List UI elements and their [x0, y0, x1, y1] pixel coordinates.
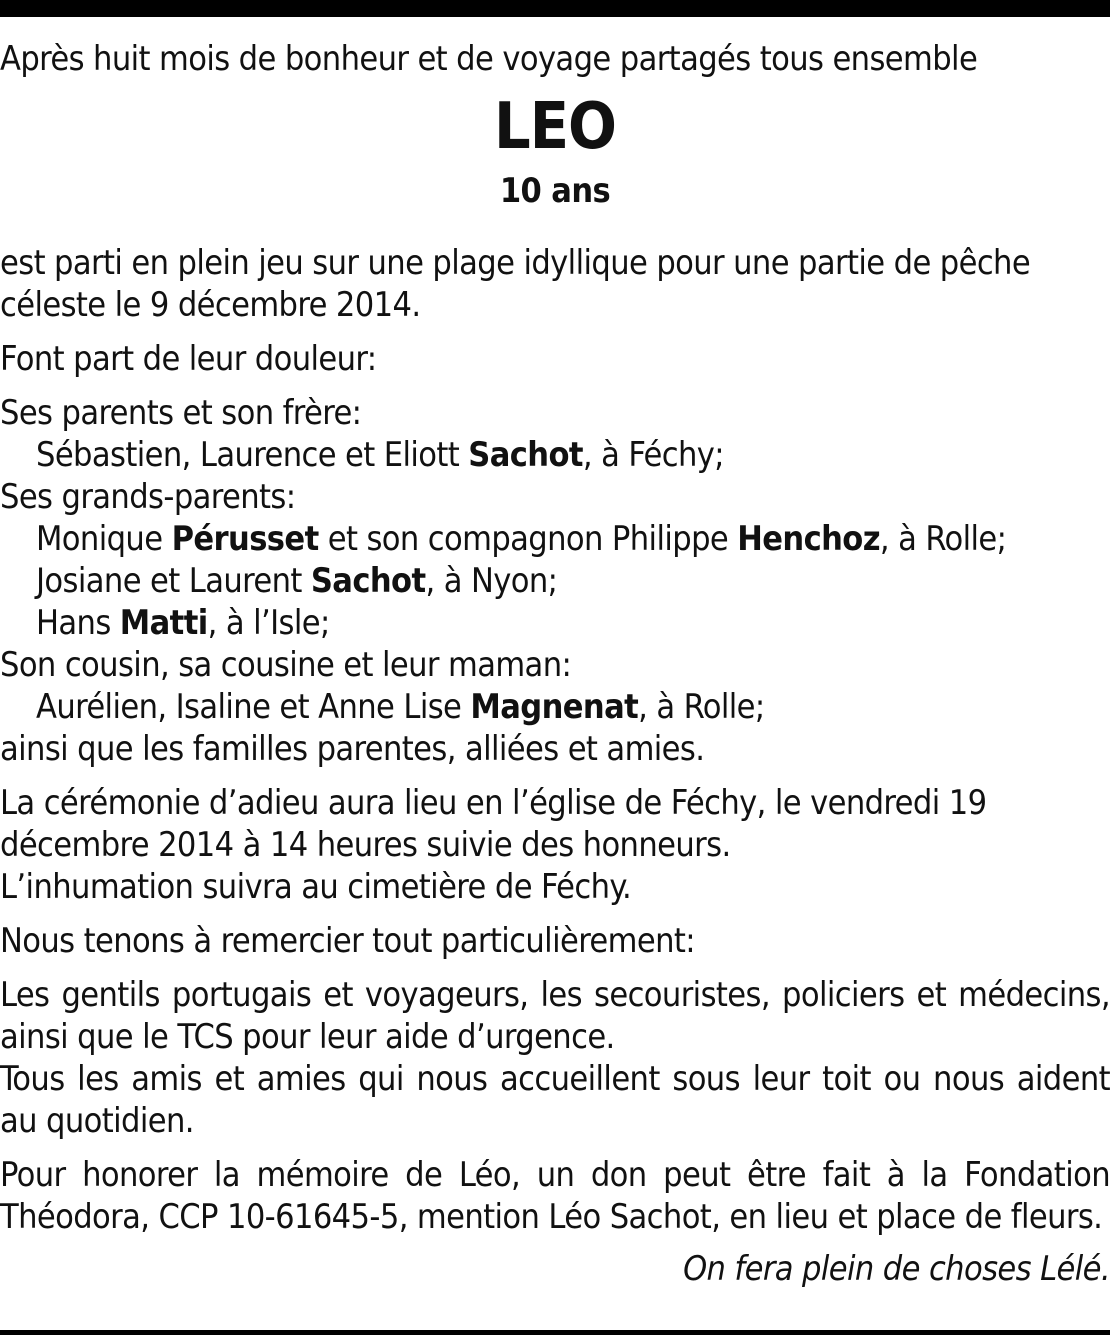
gp1-place: , à Rolle; — [879, 519, 1007, 559]
grief-heading: Font part de leur douleur: — [0, 339, 377, 379]
thanks-heading: Nous tenons à remercier tout particulièrement: — [0, 921, 695, 961]
gp1-companion: et son compagnon Philippe — [318, 519, 738, 559]
cousins-line — [0, 686, 1110, 728]
ceremony-paragraph: La cérémonie d’adieu aura lieu en l’église de Féchy, le vendredi 19 décembre 2014 à 14 heures suivie des honneurs. — [0, 783, 987, 865]
gp1-first-name: Monique — [36, 519, 172, 559]
gp2-place: , à Nyon; — [425, 561, 558, 601]
cousins-surname: Magnenat — [470, 687, 639, 727]
gp2-first-names: Josiane et Laurent — [36, 561, 311, 601]
gp1-surname: Pérusset — [171, 519, 319, 559]
family-list — [0, 392, 1110, 770]
thanks-paragraph-1: Les gentils portugais et voyageurs, les secouristes, policiers et médecins, ainsi que le TCS pour leur aide d’urgence. — [0, 975, 1110, 1057]
announcement-paragraph: est parti en plein jeu sur une plage idyllique pour une partie de pêche céleste le 9 décembre 2014. — [0, 243, 1031, 325]
gp3-place: , à l’Isle; — [207, 603, 330, 643]
signoff-line: On fera plein de choses Lélé. — [683, 1249, 1110, 1289]
parents-first-names: Sébastien, Laurence et Eliott — [36, 435, 469, 475]
cousins-place: , à Rolle; — [638, 687, 765, 727]
grandparents-line-3 — [0, 602, 1110, 644]
intro-line: Après huit mois de bonheur et de voyage partagés tous ensemble — [0, 39, 978, 79]
gp1-companion-surname: Henchoz — [737, 519, 880, 559]
bottom-rule — [0, 1330, 1110, 1335]
top-rule — [0, 0, 1110, 17]
grandparents-line-1 — [0, 518, 1110, 560]
parents-heading: Ses parents et son frère: — [0, 393, 362, 433]
gp3-surname: Matti — [119, 603, 208, 643]
grandparents-heading: Ses grands-parents: — [0, 477, 296, 517]
burial-line: L’inhumation suivra au cimetière de Féchy. — [0, 867, 632, 907]
obituary-notice — [0, 38, 1110, 1290]
parents-place: , à Féchy; — [582, 435, 724, 475]
grandparents-line-2 — [0, 560, 1110, 602]
parents-line — [0, 434, 1110, 476]
deceased-age: 10 ans — [499, 171, 611, 211]
parents-surname: Sachot — [468, 435, 583, 475]
gp3-first-name: Hans — [36, 603, 120, 643]
deceased-name: LEO — [494, 90, 616, 164]
cousins-first-names: Aurélien, Isaline et Anne Lise — [36, 687, 471, 727]
family-closing: ainsi que les familles parentes, alliées et amies. — [0, 729, 705, 769]
thanks-paragraph-2: Tous les amis et amies qui nous accueillent sous leur toit ou nous aident au quotidien. — [0, 1059, 1110, 1141]
gp2-surname: Sachot — [310, 561, 426, 601]
donation-paragraph: Pour honorer la mémoire de Léo, un don peut être fait à la Fondation Théodora, CCP 10-61645-5, mention Léo Sachot, en lieu et place de fleurs. — [0, 1155, 1110, 1237]
cousins-heading: Son cousin, sa cousine et leur maman: — [0, 645, 572, 685]
